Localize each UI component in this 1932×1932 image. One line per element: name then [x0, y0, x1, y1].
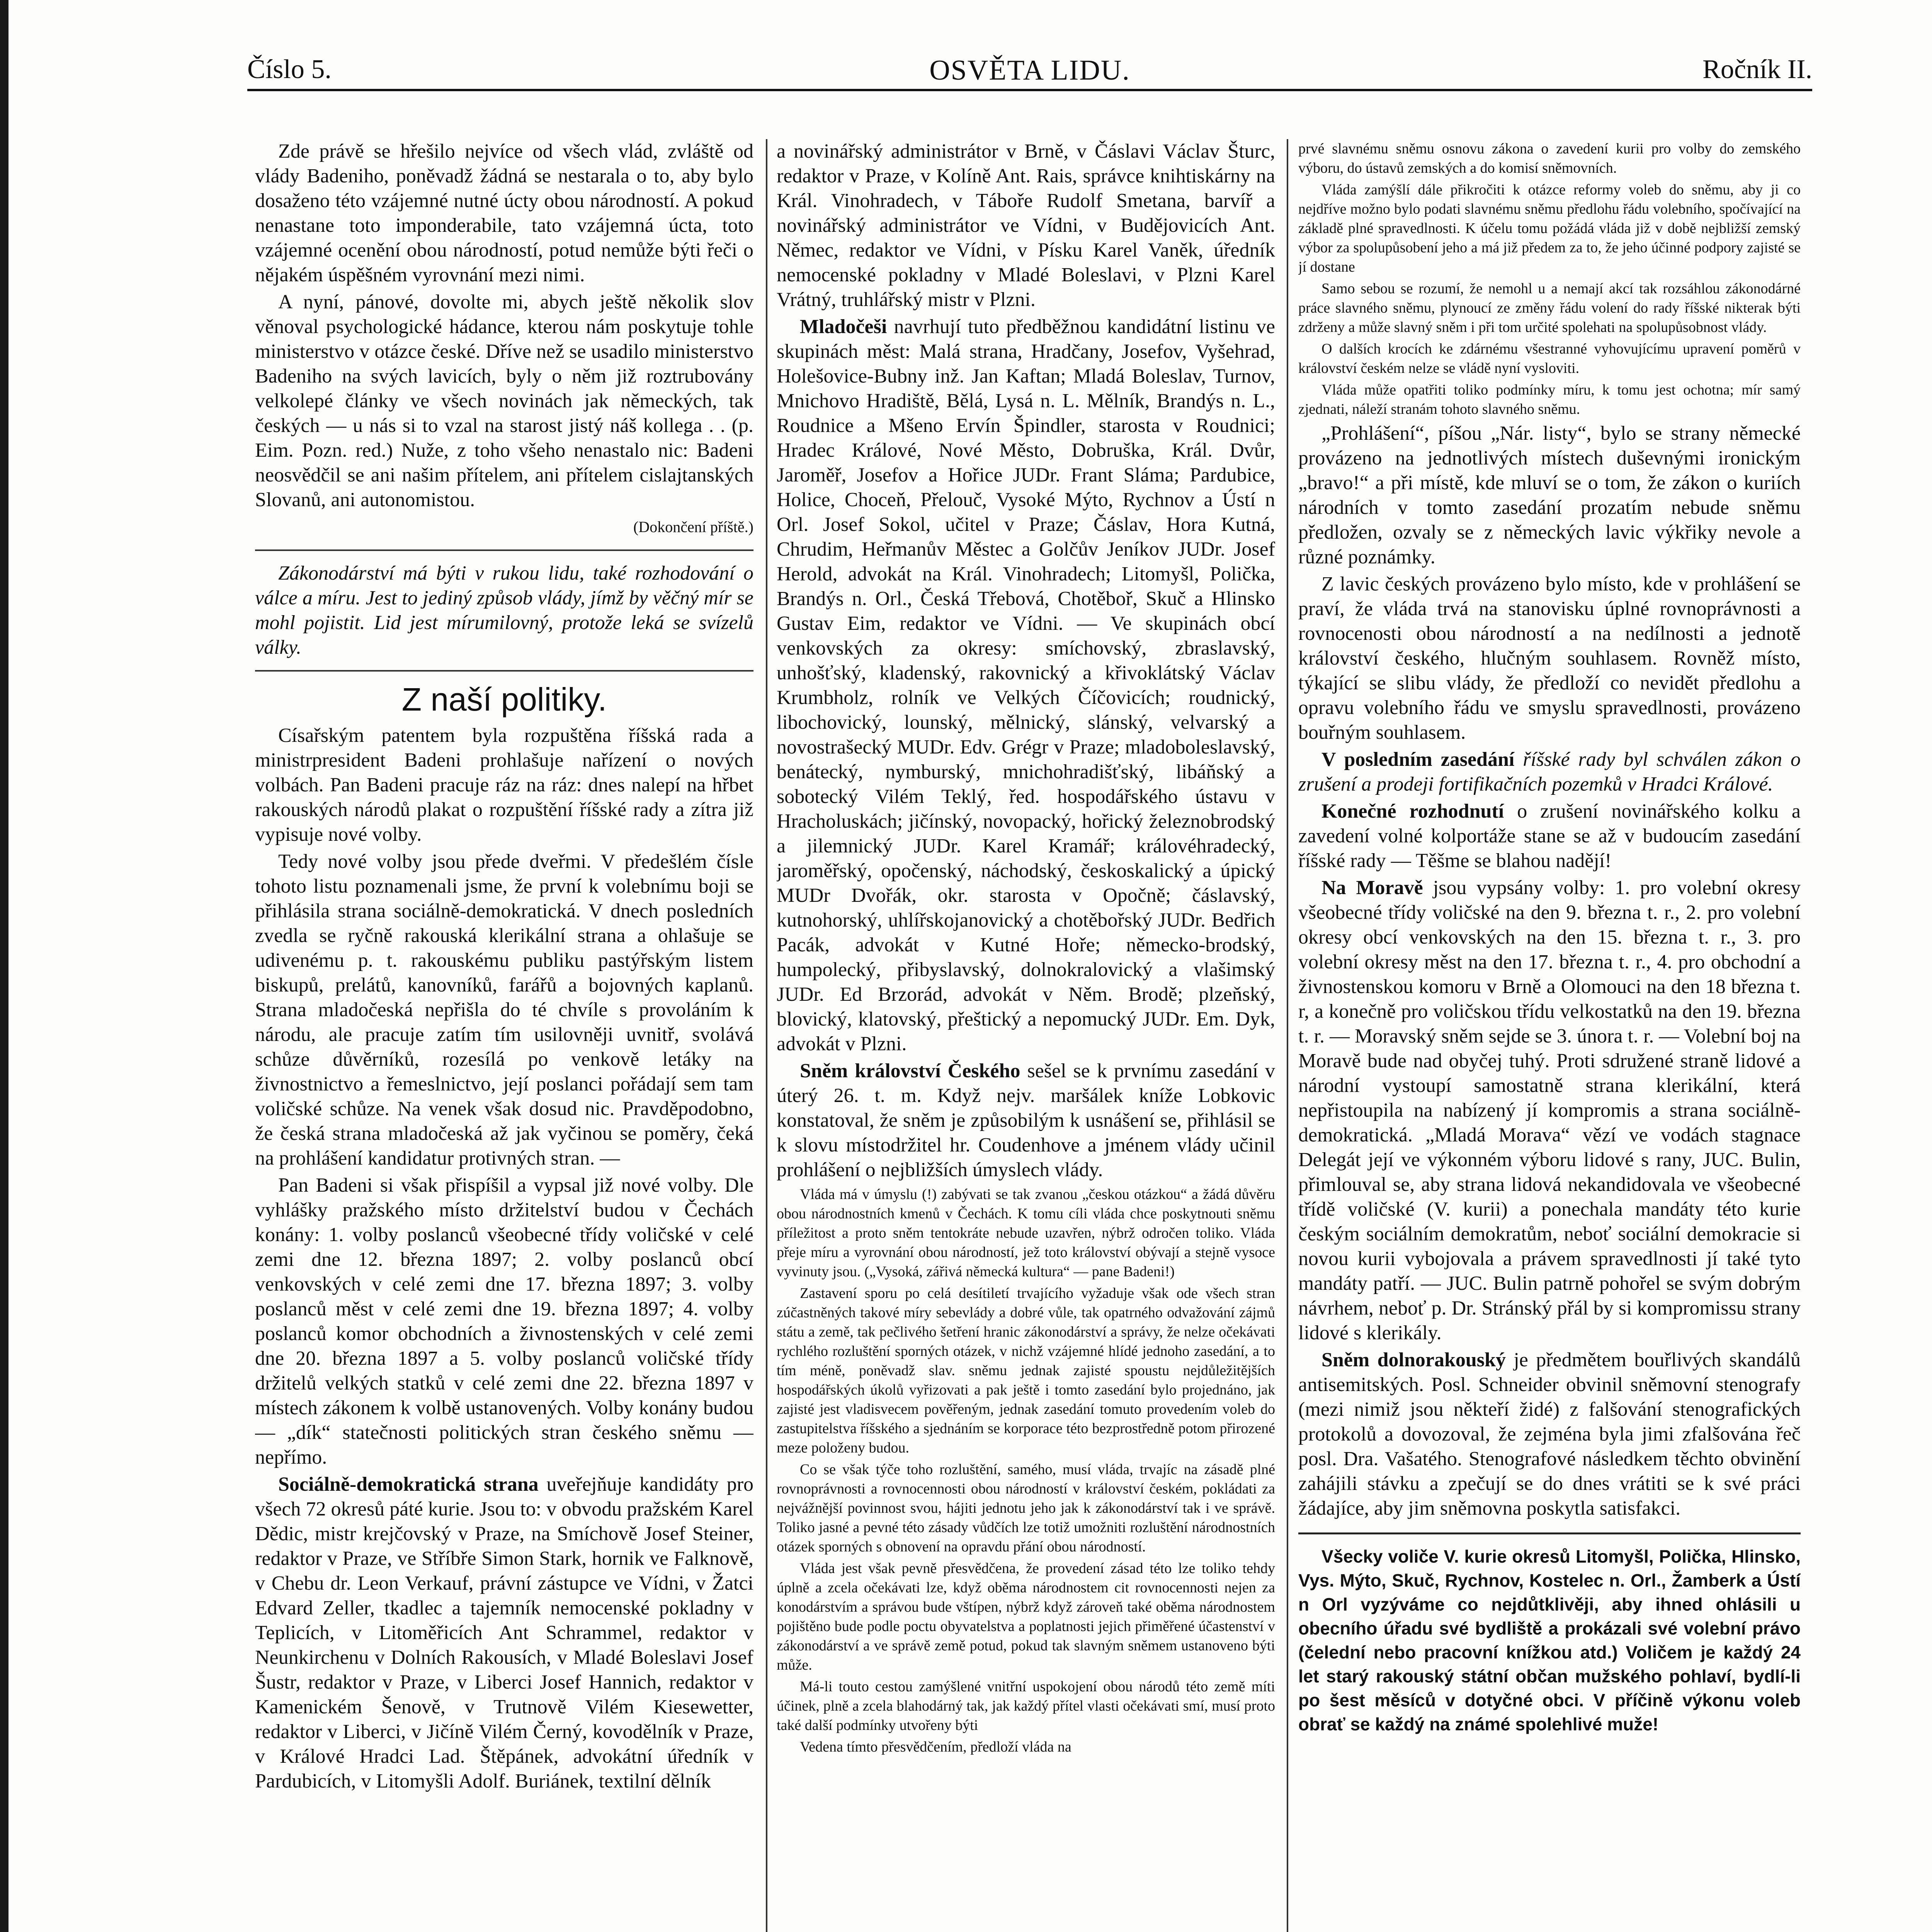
paragraph-lead: Konečné rozhodnutí: [1321, 800, 1504, 822]
divider: [255, 670, 753, 672]
paragraph-text: navrhují tuto předběžnou kandidátní listinu ve skupinách měst: Malá strana, Hradčany, Josefov, Vyšehrad, Holešovice-Bubny inž. Jan Kaftan; Mladá Boleslav, Turnov, Mnichovo Hradiště, Bělá, Lysá n. L. Mělník, Brandýs n. L., Roudnice a Mšeno Ervín Špindler, starosta v Roudnici; Hradec Králové, Nové Město, Dobruška, Král. Dvůr, Jaroměř, Josefov a Hořice JUDr. Frant Sláma; Pardubice, Holice, Choceň, Přelouč, Vysoké Mýto, Rychnov a Ústí n Orl. Josef Sokol, učitel v Praze; Čáslav, Hora Kutná, Chrudim, Heřmanův Městec a Golčův Jeníkov JUDr. Josef Herold, advokát na Král. Vinohradech; Litomyšl, Polička, Brandýs n. Orl., Česká Třebová, Chotěboř, Skuč a Hlinsko Gustav Eim, redaktor ve Vídni. — Ve skupinách obcí venkovských za okresy: smíchovský, zbraslavský, unhošťský, kladenský, rakovnický a křivoklátský Václav Krumbholz, rolník ve Velkých Číčovicích; roudnický, libochovický, lounský, mělnický, slánský, velvarský a novostrašecký MUDr. Edv. Grégr v Praze; mladoboleslavský, benátecký, nymburský, mnichohradišťský, libáňský a sobotecký Vilém Teklý, řed. hospodářského ústavu v Hracholuskách; jičínský, novopacký, hořický železnobrodský a jilemnický JUDr. Karel Kramář; královéhradecký, jaroměřský, opočenský, náchodský, českoskalický a úpický MUDr Dvořák, okr. starosta v Opočně; čáslavský, kutnohorský, uhlířskojanovický a chotěbořský JUDr. Bedřich Pacák, advokát v Kutné Hoře; německo-brodský, humpolecký, přibyslavský, dolnokralovický a vlašimský JUDr. Ed Brzorád, advokát v Něm. Brodě; plzeňský, blovický, klatovský, přeštický a nepomucký JUDr. Em. Dyk, advokát v Plzni.: [777, 316, 1275, 1055]
quoted-statement: O dalších krocích ke zdárnému všestranné vyhovujícímu upravení poměrů v království českém nelze se vládě nyní vysloviti.: [1298, 341, 1801, 376]
page-header: [247, 50, 1812, 91]
section-title: Z naší politiky.: [401, 681, 607, 718]
quoted-statement: Vláda může opatřiti toliko podmínky míru, k tomu jest ochotna; mír samý zjednati, náleží stranám tohoto slavného sněmu.: [1298, 382, 1801, 417]
paragraph: [255, 1472, 753, 1794]
column-1: [255, 139, 753, 1932]
paragraph: [1298, 747, 1801, 797]
paragraph-text: je předmětem bouřlivých skandálů antisemitských. Posl. Schneider obvinil sněmovní stenografy (mezi nimiž jsou někteří židé) z falšování stenografických protokolů a dovozoval, že zejména byla jimi zfalšována řeč posl. Dra. Vašatého. Stenografové následkem těchto obvinění zahájili stávku a zpečují se do dnes vrátiti se k své práci žádajíce, aby jim sněmovna poskytla satisfakci.: [1298, 1349, 1801, 1519]
volume-number: Ročník II.: [1702, 54, 1812, 84]
paragraph-text: o zrušení novinářského kolku a zavedení volné kolportáže stane se až v budoucím zasedání říšské rady — Těšme se blahou nadějí!: [1298, 800, 1801, 872]
quoted-statement: Má-li touto cestou zamýšlené vnitřní uspokojení obou národů této země míti účinek, plně a zcela blahodárný tak, jak každý přítel vlasti očekávati smí, musí proto také další podmínky utvořeny býti: [777, 1679, 1275, 1733]
paragraph: [777, 1059, 1275, 1182]
paragraph-lead: Mladočeši: [800, 316, 887, 338]
quoted-statement: Zastavení sporu po celá desítiletí trvajícího vyžaduje však ode všech stran zúčastněných takové míry sebevlády a dobré vůle, tak opatrného odvažování zájmů státu a země, tak pečlivého šetření hranic zákonodárství a správy, že nelze očekávati rychlého rozluštění sporných otázek, v nichž vzájemné hlídé jednoho zasedání, a to tím méně, poněvadž slav. sněmu jednak zajisté spoustu nejdůležitějších hospodářských úkolů vyřizovati a pak ještě i tomto zasedání bylo projednáno, jak zajisté jest vladisvecem pověřeným, jednak zasedání tomuto provedením voleb do zastupitelstva říšského a sjednáním se korporace této bezprostředně potom přirozené meze položeny budou.: [777, 1285, 1275, 1456]
continuation-note: (Dokončení příště.): [633, 518, 753, 536]
paragraph: [1298, 799, 1801, 873]
paragraph: „Prohlášení“, píšou „Nár. listy“, bylo se strany německé provázeno na jednotlivých místech duševnými ironickým „bravo!“ a při místě, kde mluví se o tom, že zákon o kuriích národních v tomto zasedání prozatím nebude sněmu předložen, ozvaly se z německých lavic výkřiky nevole a různé poznámky.: [1298, 422, 1801, 568]
paragraph: Z lavic českých provázeno bylo místo, kde v prohlášení se praví, že vláda trvá na stanovisku úplné rovnoprávnosti a rovnocenosti obou národností a na nedílnosti a jednotě království českého, hlučným souhlasem. Rovněž místo, týkající se slibu vlády, že předloží co nevidět předlohu a opravu volebního řádu ve smyslu spravedlnosti, provázeno bouřným souhlasem.: [1298, 573, 1801, 743]
column-2: [777, 139, 1275, 1932]
quoted-statement: Co se však týče toho rozluštění, samého, musí vláda, trvajíc na zásadě plné rovnoprávnosti a rovnocennosti obou národností v království českém, pokládati za nejvážnější povinnost svou, hájiti jednotu jeho jak k zákonodárství tak i ve správě. Toliko jasné a pevné této zásady vůdčích lze totiž umožniti rozluštění národnostních otázek sporných s obnovení na opravdu přání obou národností.: [777, 1461, 1275, 1555]
quoted-statement: Vedena tímto přesvědčením, předloží vláda na: [800, 1739, 1071, 1755]
quoted-statement: prvé slavnému sněmu osnovu zákona o zavedení kurii pro volby do zemského výboru, do ústavů zemských a do komisí sněmovních.: [1298, 141, 1801, 176]
paragraph-lead: Sociálně-demokratická strana: [278, 1473, 539, 1495]
paragraph: Zde právě se hřešilo nejvíce od všech vlád, zvláště od vlády Badeniho, poněvadž žádná se nestarala o to, aby bylo dosaženo této vzájemné nutné úcty obou národností. A pokud nenastane toto imponderabile, tato vzájemná úcta, toto vzájemné ocenění obou národností, potud nemůže býti řeči o nějakém úspěšném vyrovnání mezi nimi.: [255, 140, 753, 286]
paragraph-lead: Na Moravě: [1321, 877, 1423, 899]
paragraph-text: sešel se k prvnímu zasedání v úterý 26. t. m. Když nejv. maršálek kníže Lobkovic konstatoval, že sněm je způsobilým k usnášení se, přihlásil se k slovu místodržitel hr. Coudenhove a jménem vlády učinil prohlášení o nejbližších úmyslech vlády.: [777, 1060, 1275, 1181]
paragraph: [1298, 1348, 1801, 1521]
quoted-statement: Vláda jest však pevně přesvědčena, že provedení zásad této lze toliko tehdy úplně a zcela očekávati lze, když oběma národnostem cit rovnocennosti nejen za konodárstvím a správou bude vštípen, nýbrž když zároveň také oběma národnostem pojištěno bude podle poctu obyvatelstva a poplatnosti jejich přiměřené účastenství v zákonodárství a ve správě země potud, pokud tak slavným sněmem ustanoveno býti může.: [777, 1560, 1275, 1673]
quoted-statement: Vláda zamýšlí dále přikročiti k otázce reformy voleb do sněmu, aby ji co nejdříve možno bylo podati slavnému sněmu předlohu řádu volebního, spočívající na základě plné spravedlnosti. K účelu tomu požádá vláda již v době nejbližší zemský výbor za spolupůsobení jeho a má již předem za to, že jeho účinné podpory zajisté se jí dostane: [1298, 182, 1801, 275]
column-rule-2: [1287, 139, 1288, 1932]
paragraph: Pan Badeni si však přispíšil a vypsal již nové volby. Dle vyhlášky pražského místo držitelství budou v Čechách konány: 1. volby poslanců všeobecné třídy voličské v celé zemi dne 12. března 1897; 2. volby poslanců obcí venkovských v celé zemi dne 17. března 1897; 3. volby poslanců měst v celé zemi dne 19. března 1897; 4. volby poslanců komor obchodních a živnostenských v celé zemi dne 20. března 1897 a 5. volby poslanců voličské třídy držitelů velkých statků v celé zemi dne 22. března 1897 v místech zákonem k volbě ustanovených. Volby konány budou — „dík“ statečnosti politických stran českého sněmu — nepřímo.: [255, 1174, 753, 1468]
motto: Zákonodárství má býti v rukou lidu, také rozhodování o válce a míru. Jest to jediný způsob vlády, jímž by věčný mír se mohl pojistit. Lid jest mírumilovný, protože leká se svízelů války.: [255, 562, 753, 658]
paragraph: [777, 315, 1275, 1056]
quoted-statement: Samo sebou se rozumí, že nemohl u a nemají akcí tak rozsáhlou zákonodárné práce slavného sněmu, plynoucí ze změny řádu volení do rady říšské nikterak býti zdrženy a může slavný sněm i při tom určité spolehati na spolupůsobnost vlády.: [1298, 281, 1801, 335]
paragraph: Císařským patentem byla rozpuštěna říšská rada a ministrpresident Badeni prohlašuje nařízení o nových volbách. Pan Badeni pracuje ráz na ráz: dnes nalepí na hřbet rakouských národů plakat o rozpuštění říšské rady a zítra již vypisuje nové volby.: [255, 724, 753, 845]
column-rule-1: [766, 139, 767, 1932]
paragraph-lead: Sněm dolnorakouský: [1321, 1349, 1506, 1371]
paragraph-lead: V posledním zasedání: [1321, 748, 1515, 770]
scan-edge-left: [0, 0, 9, 1932]
voter-notice: [1298, 1532, 1801, 1736]
newspaper-title: OSVĚTA LIDU.: [929, 54, 1130, 86]
paragraph-lead: Sněm království Českého: [800, 1060, 1020, 1082]
issue-number: Číslo 5.: [247, 54, 332, 84]
quoted-statement: Vláda má v úmyslu (!) zabývati se tak zvanou „českou otázkou“ a žádá důvěru obou národnostních kmenů v Čechách. K tomu cíli vláda chce poskytnouti sněmu příležitost a proto sněm tentokráte nebude uzavřen, nýbrž odročen toliko. Vláda přeje míru a vyrovnání obou národností, jež toto království obývají a stejně vysoce vyvinuty jsou. („Vysoká, zářivá německá kultura“ — pane Badeni!): [777, 1186, 1275, 1280]
paragraph: A nyní, pánové, dovolte mi, abych ještě několik slov věnoval psychologické hádance, kterou nám poskytuje tohle ministerstvo v otázce české. Dříve než se usadilo ministerstvo Badeniho na svých lavicích, byly o něm již roztrubovány velkolepé články ve všech novinách jak německých, tak českých — u nás si to vzal na starost jistý náš kollega . . (p. Eim. Pozn. red.) Nuže, z toho všeho nenastalo nic: Badeni neosvědčil se ani našim přítelem, ani přítelem cislajtanských Slovanů, ani autonomistou.: [255, 291, 753, 511]
paragraph-text: uveřejňuje kandidáty pro všech 72 okresů páté kurie. Jsou to: v obvodu pražském Karel Dědic, mistr krejčovský v Praze, na Smíchově Josef Steiner, redaktor v Praze, ve Stříbře Simon Stark, hornik ve Falknově, v Chebu dr. Leon Verkauf, právní zástupce ve Vídni, v Žatci Edvard Zeller, tkadlec a tajemník nemocenské pokladny v Teplicích, v Litoměřicích Ant Schrammel, redaktor v Neunkirchenu v Dolních Rakousích, v Mladé Boleslavi Josef Šustr, redaktor v Praze, v Liberci Josef Hannich, redaktor v Kamenickém Šenově, v Trutnově Vilém Kiesewetter, redaktor v Liberci, v Jičíně Vilém Černý, kovodělník v Praze, v Králové Hradci Lad. Štěpánek, advokátní úředník v Pardubicích, v Litomyšli Adolf. Buriánek, textilní dělník: [255, 1473, 753, 1792]
paragraph: Tedy nové volby jsou přede dveřmi. V předešlém čísle tohoto listu poznamenali jsme, že první k volebnímu boji se přihlásila strana sociálně-demokratická. V dnech posledních zvedla se ryčně rakouská klerikální strana a ohlašuje se udivenému p. t. rakouskému publiku pastýřským listem biskupů, prelátů, kanovníků, farářů a bojovných kaplanů. Strana mladočeská nepřišla do té chvíle s provoláním k národu, ale pracuje zatím tím usilovněji uvnitř, svolává schůze důvěrníků, rozesílá po venkově letáky na živnostnictvo a řemeslnictvo, její poslanci pořádají sem tam voličské schůze. Na venek však dosud nic. Pravděpodobno, že česká strana mladočeská až jak vyčinou se poměry, čeká na prohlášení kandidatur protivných stran. —: [255, 850, 753, 1169]
divider: [255, 549, 753, 551]
notice-text: Všecky voliče V. kurie okresů Litomyšl, Polička, Hlinsko, Vys. Mýto, Skuč, Rychnov, Kostelec n. Orl., Žamberk a Ústí n Orl vyzýváme co nejdůtklivěji, aby ihned ohlásili u obecního úřadu své bydliště a prokázali své volební právo (čelední nebo pracovní knížkou atd.) Voličem je každý 24 let starý rakouský státní občan mužského pohlaví, bydlí-li po šest měsíců v dotyčné obci. V příčině výkonu voleb obrať se každý na známé spolehlivé muže!: [1298, 1546, 1801, 1734]
paragraph: [1298, 876, 1801, 1345]
paragraph-text: jsou vypsány volby: 1. pro volební okresy všeobecné třídy voličské na den 9. března t. r., 2. pro volební okresy obcí venkovských na den 15. března t. r., 3. pro volební okresy měst na den 17. března t. r., 4. pro obchodní a živnostenskou komoru v Brně a Olomouci na den 18 března t. r, a konečně pro voličskou třídu velkostatků na den 19. března t. r. — Moravský sněm sejde se 3. února t. r. — Volební boj na Moravě bude nad obyčej tuhý. Proti sdružené straně lidové a národní vystoupí samostatně strana klerikální, která nepřistoupila na nabízený jí kompromis a strana sociálně-demokratická. „Mladá Morava“ vězí ve vodách stagnace Delegát její ve výkonném výboru lidové s rany, JUC. Bulin, přimlouval se, aby strana lidová nekandidovala ve všeobecné třídě voličské (V. kurii) a ponechala mandáty této kurie českým sociálním demokratům, neboť sociální demokracie si novou kurii vybojovala a právem spravedlnosti jí také tyto mandáty patří. — JUC. Bulin patrně pohořel se svým dobrým návrhem, neboť p. Dr. Stránský přál by si kompromissu strany lidové s klerikály.: [1298, 877, 1801, 1344]
paragraph: a novinářský administrátor v Brně, v Čáslavi Václav Šturc, redaktor v Praze, v Kolíně Ant. Rais, správce knihtiskárny na Král. Vinohradech, v Táboře Rudolf Smetana, barvíř a novinářský administrátor ve Vídni, v Budějovicích Ant. Němec, redaktor ve Vídni, v Písku Karel Vaněk, úředník nemocenské pokladny v Mladé Boleslavi, v Plzni Karel Vrátný, truhlářský mistr v Plzni.: [777, 140, 1275, 311]
paragraph-text: říšské rady byl schválen zákon o zrušení a prodeji fortifikačních pozemků v Hradci Králové.: [1298, 748, 1801, 795]
column-3: [1298, 139, 1801, 1932]
